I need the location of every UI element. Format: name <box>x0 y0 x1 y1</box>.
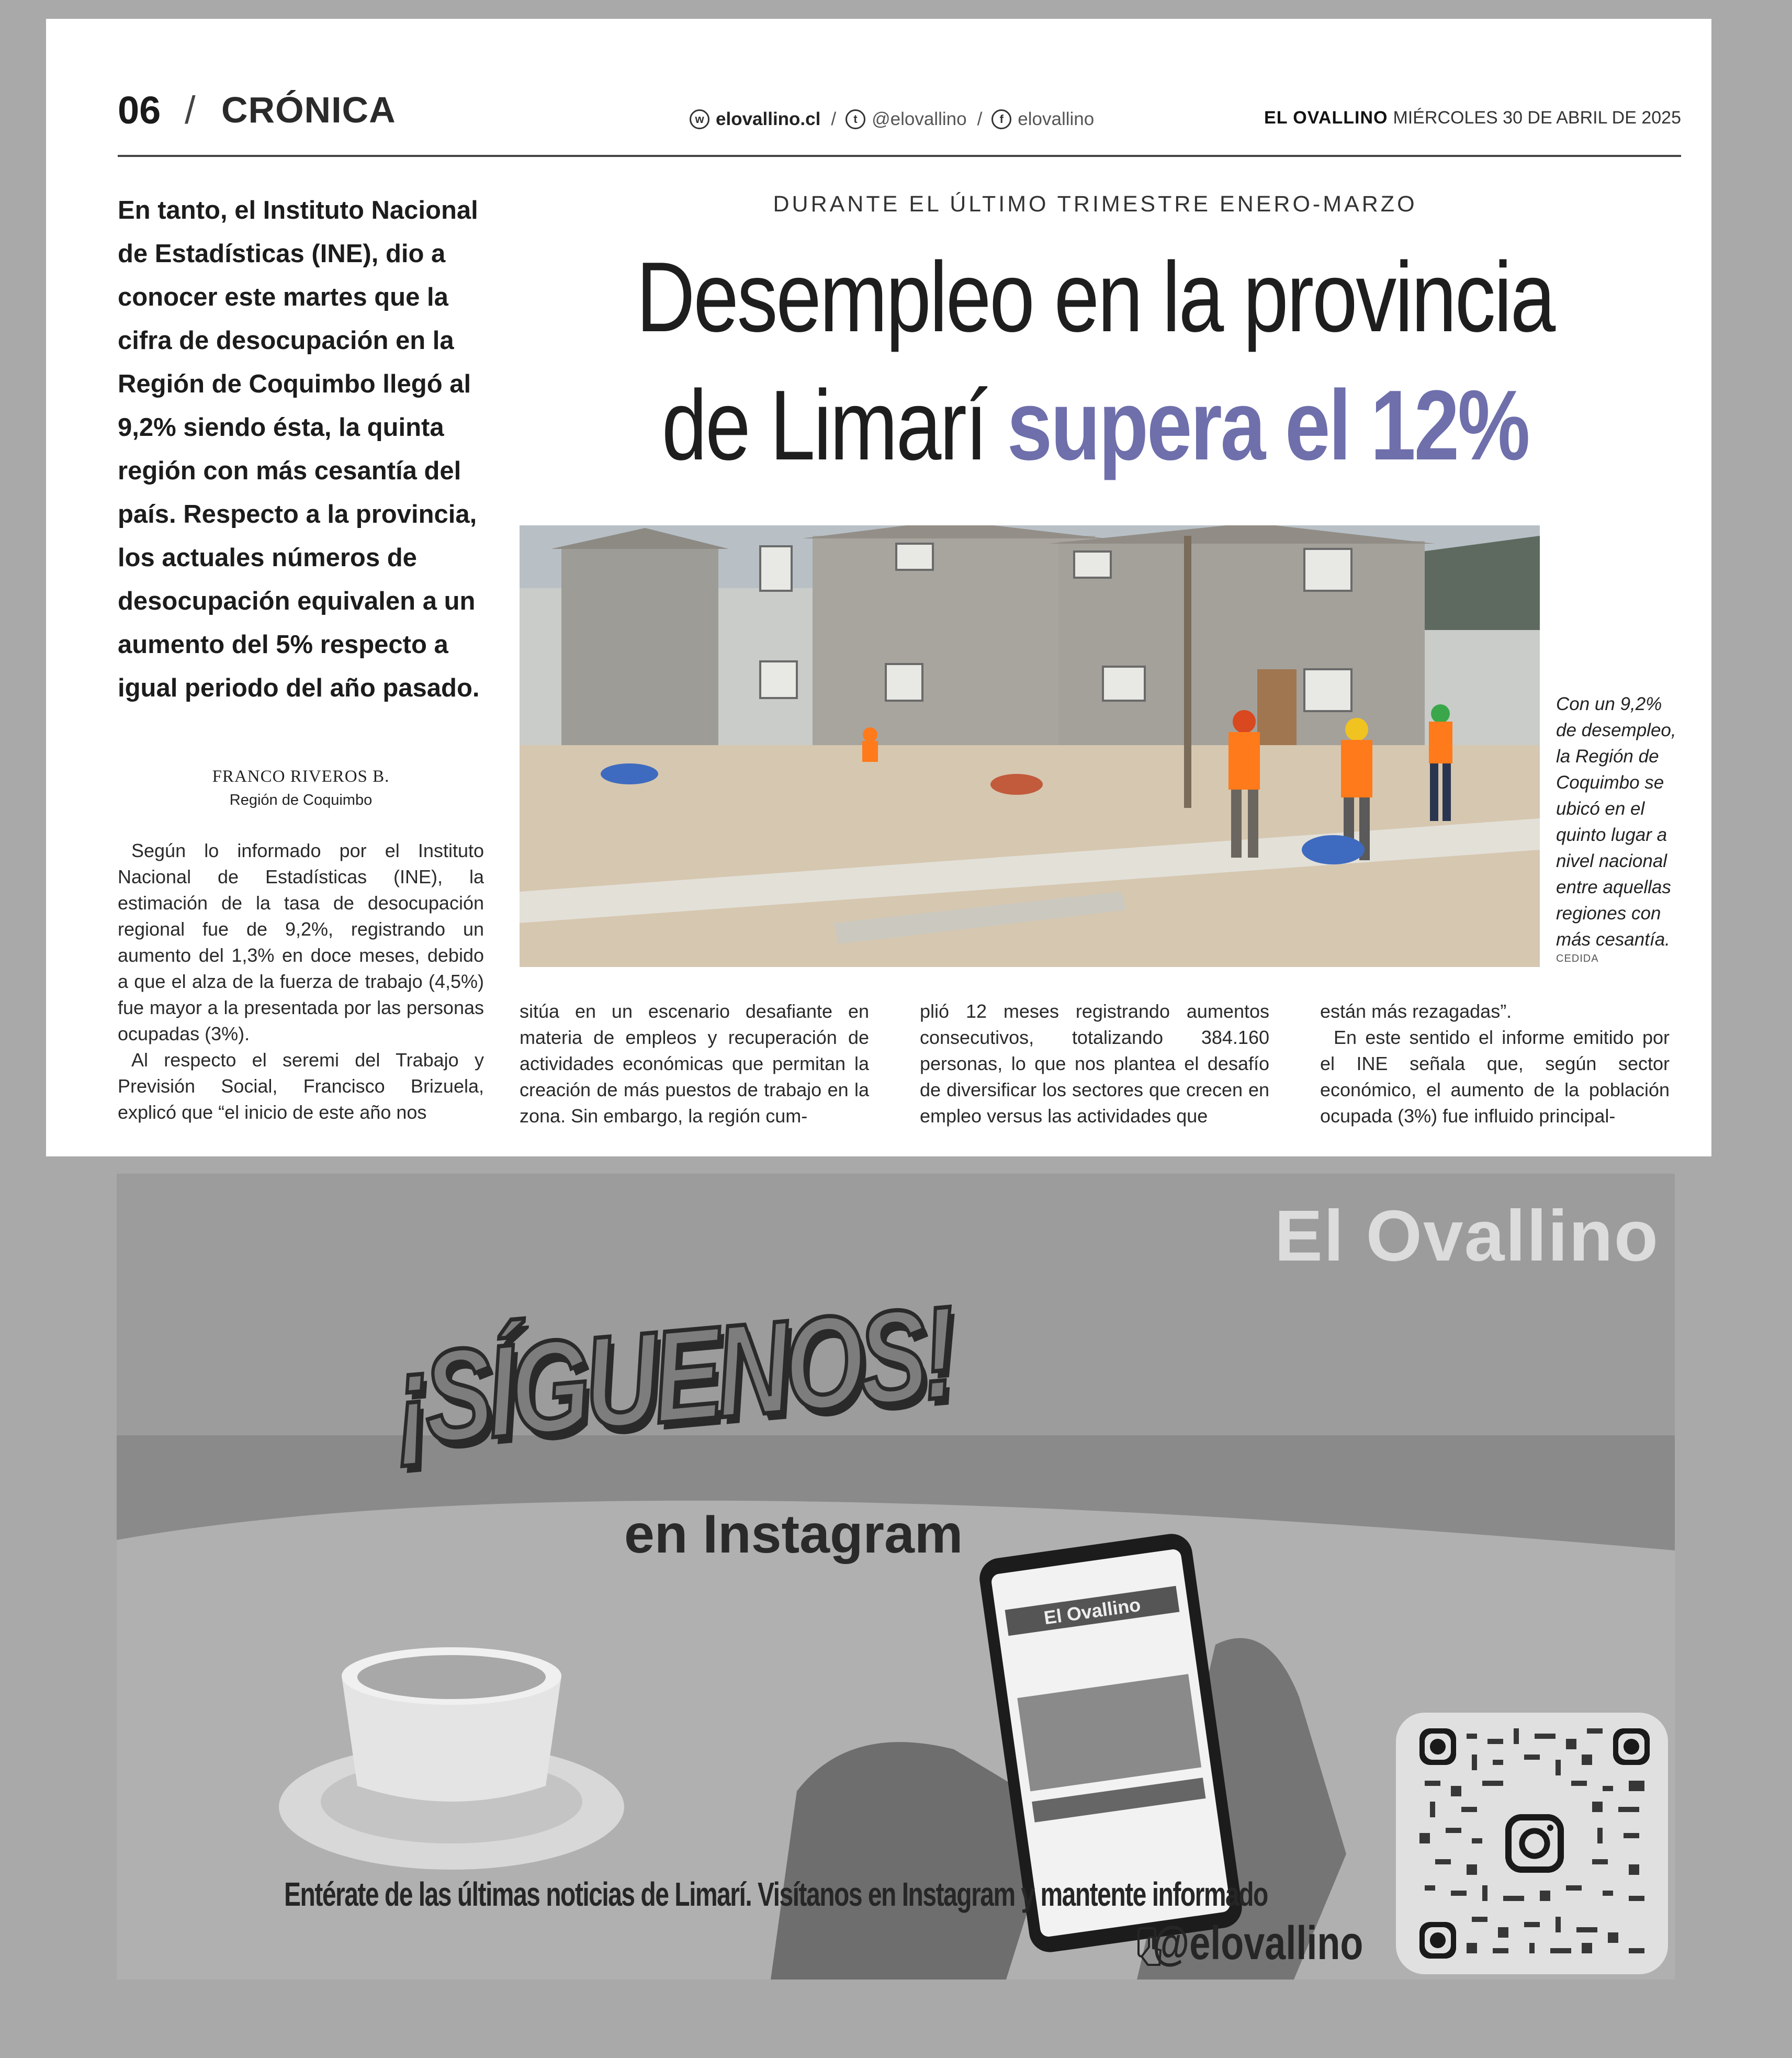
body-column-3 <box>920 998 1269 1129</box>
facebook-icon: f <box>991 109 1011 129</box>
page-number: 06 <box>118 88 161 132</box>
body-column-4 <box>1320 998 1670 1129</box>
instagram-handle[interactable]: @elovallino <box>1153 1917 1363 1970</box>
byline <box>118 767 484 809</box>
masthead-date <box>1264 108 1681 128</box>
phone-brand: El Ovallino <box>1042 1593 1142 1629</box>
divider: / <box>977 109 983 129</box>
headline-line-1: Desempleo en la provincia <box>636 242 1554 353</box>
section-title: CRÓNICA <box>221 89 396 130</box>
paragraph: En este sentido el informe emitido por el INE señala que, según sector económico, el aumento de la población ocupada (3%) fue influido principal- <box>1320 1027 1670 1127</box>
web-icon: w <box>690 109 709 129</box>
author-name: FRANCO RIVEROS B. <box>212 767 390 786</box>
construction-photo <box>520 525 1540 967</box>
article-lead: En tanto, el Instituto Nacional de Estadísticas (INE), dio a conocer este martes que la cifra de desocupación en la Región de Coquimbo llegó al 9,2% siendo ésta, la quinta región con más cesantía del país. Respecto a la provincia, los actuales números de desocupación equivalen a un aumento del 5% respecto a igual periodo del año pasado. <box>118 196 480 702</box>
newspaper-page <box>46 19 1711 1156</box>
paragraph: sitúa en un escenario desafiante en materia de empleos y recuperación de actividades económicas que permitan la creación de más puestos de trabajo en la zona. Sin embargo, la región cum- <box>520 1000 869 1127</box>
ad-brand: El Ovallino <box>1274 1196 1659 1276</box>
author-region: Región de Coquimbo <box>229 792 373 808</box>
paragraph: Al respecto el seremi del Trabajo y Previsión Social, Francisco Brizuela, explicó que “el inicio de este año nos <box>118 1049 484 1123</box>
headline-highlight: supera el 12% <box>1007 370 1529 481</box>
photo-caption: Con un 9,2% de desempleo, la Región de Coquimbo se ubicó en el quinto lugar a nivel nacional entre aquellas regiones con más cesantía. <box>1556 694 1676 950</box>
kicker: DURANTE EL ÚLTIMO TRIMESTRE ENERO-MARZO <box>773 192 1417 217</box>
photo-credit: CEDIDA <box>1556 953 1599 964</box>
header-slash: / <box>185 88 196 132</box>
body-column-1 <box>118 838 484 1126</box>
ad-tagline: Entérate de las últimas noticias de Limarí. Visítanos en Instagram y mantente informado <box>284 1875 1268 1913</box>
page-header <box>118 71 1681 157</box>
paper-name: EL OVALLINO <box>1264 108 1388 128</box>
instagram-icon <box>1508 1817 1561 1870</box>
body-column-2 <box>520 998 869 1129</box>
ad-platform: en Instagram <box>624 1504 963 1565</box>
issue-date: MIÉRCOLES 30 DE ABRIL DE 2025 <box>1393 108 1681 128</box>
divider: / <box>831 109 837 129</box>
website-link[interactable]: elovallino.cl <box>716 109 821 129</box>
facebook-link[interactable]: elovallino <box>1018 109 1095 129</box>
twitter-link[interactable]: @elovallino <box>872 109 967 129</box>
paragraph: plió 12 meses registrando aumentos consecutivos, totalizando 384.160 personas, lo que nos plantea el desafío de diversificar los sectores que crecen en empleo versus las actividades que <box>920 1000 1269 1127</box>
social-links <box>685 104 1094 135</box>
paragraph: Según lo informado por el Instituto Nacional de Estadísticas (INE), la estimación de la tasa de desocupación regional fue de 9,2%, registrando un aumento del 1,3% en doce meses, debido a que el alza de la fuerza de trabajo (4,5%) fue mayor a la presentada por las personas ocupadas (3%). <box>118 840 484 1044</box>
ad-follow-title: ¡SÍGUENOS! <box>389 1279 957 1473</box>
qr-code[interactable] <box>1419 1728 1650 1959</box>
twitter-icon: t <box>846 109 865 129</box>
instagram-ad[interactable] <box>117 1174 1675 1980</box>
headline <box>623 233 1567 490</box>
paragraph: están más rezagadas”. <box>1320 1000 1512 1022</box>
headline-line-2a: de Limarí <box>661 370 986 481</box>
